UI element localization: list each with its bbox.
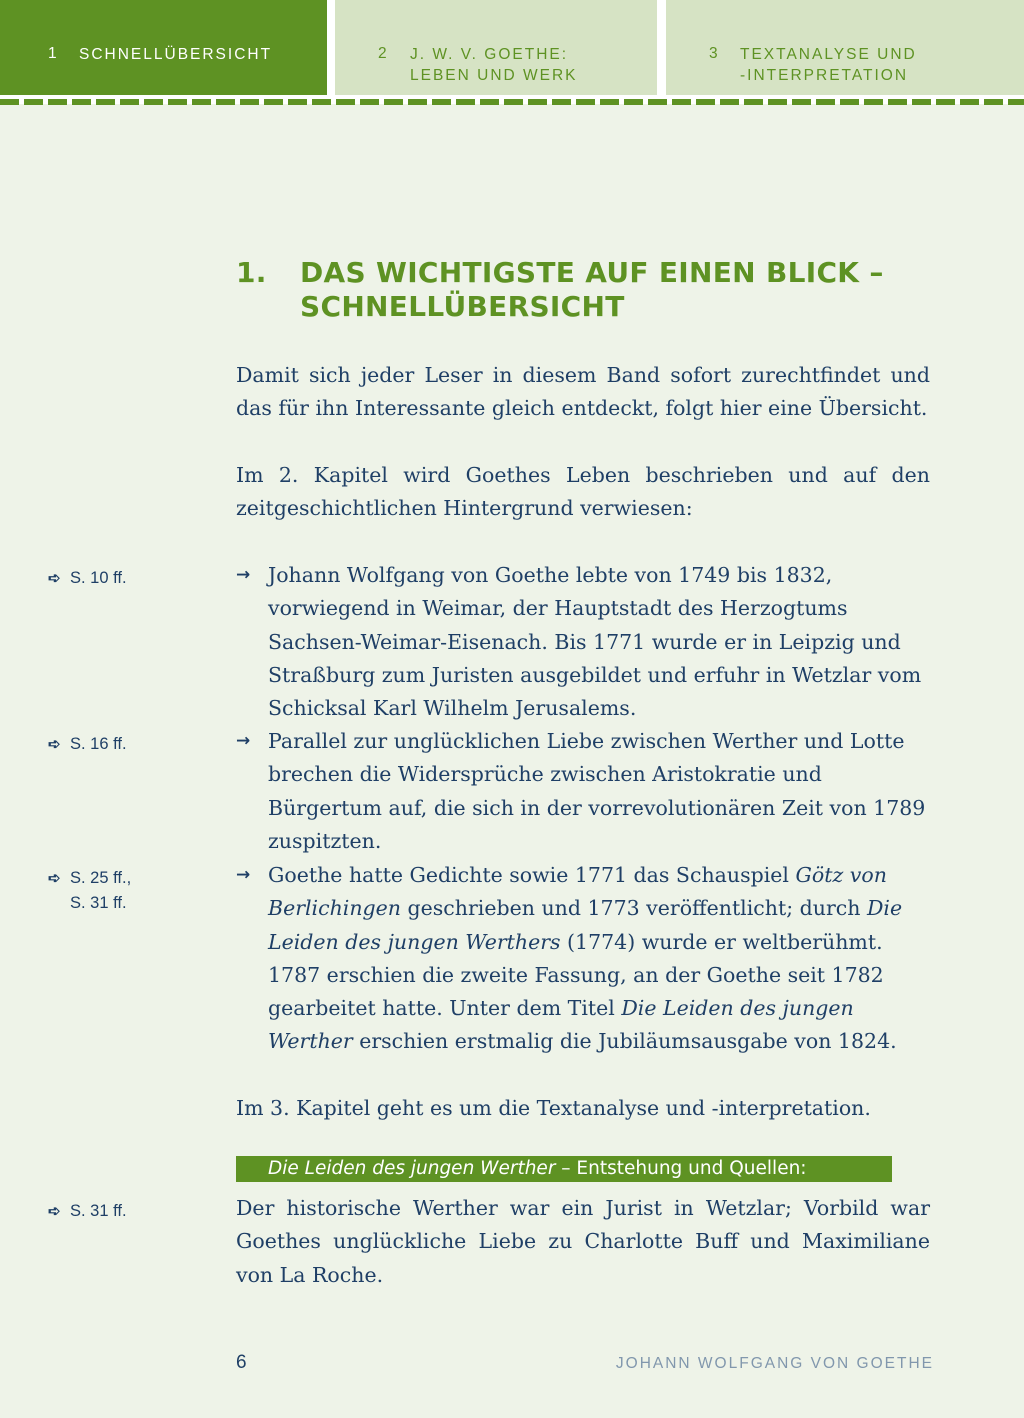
margin-reference[interactable]: ➪ S. 25 ff., S. 31 ff. [48, 866, 131, 916]
outline-arrow-icon: ➪ [48, 570, 61, 587]
tab-number: 1 [48, 45, 59, 62]
outline-arrow-icon: ➪ [48, 736, 61, 753]
tab-number: 3 [709, 45, 720, 62]
chapter-number: 1. [236, 256, 267, 289]
tab-label-line2: -INTERPRETATION [740, 67, 909, 84]
outline-arrow-icon: ➪ [48, 1203, 61, 1220]
tab-label-line2: LEBEN UND WERK [410, 67, 578, 84]
chapter2-intro: Im 2. Kapitel wird Goethes Leben beschrieben und auf den zeitgeschichtlichen Hintergrund verwiesen: [236, 463, 930, 521]
margin-reference[interactable]: ➪ S. 16 ff. [48, 732, 127, 757]
arrow-right-icon: → [236, 731, 251, 751]
margin-reference[interactable]: ➪ S. 31 ff. [48, 1199, 127, 1224]
tab-goethe-leben-und-werk[interactable] [335, 0, 657, 95]
arrow-right-icon: → [236, 565, 251, 585]
tab-textanalyse[interactable] [666, 0, 1024, 95]
running-title: JOHANN WOLFGANG VON GOETHE [615, 1355, 934, 1372]
arrow-right-icon: → [236, 865, 251, 885]
page-number: 6 [236, 1352, 247, 1373]
title-line-1: DAS WICHTIGSTE AUF EINEN BLICK – [300, 256, 884, 289]
dashed-divider [0, 99, 1024, 105]
tab-label-line1: J. W. V. GOETHE: [410, 46, 569, 63]
tab-label: SCHNELLÜBERSICHT [79, 46, 273, 63]
section-paragraph: Der historische Werther war ein Jurist in Wetzlar; Vorbild war Goethes unglückliche Liebe zu Charlotte Buff und Maximiliane von La Roche. [236, 1196, 930, 1287]
tab-label-line1: TEXTANALYSE UND [740, 46, 917, 63]
tab-schnelluebersicht[interactable] [0, 0, 327, 95]
outline-arrow-icon: ➪ [48, 870, 61, 887]
intro-paragraph: Damit sich jeder Leser in diesem Band sofort zurechtfindet und das für ihn Interessante gleich entdeckt, folgt hier eine Übersicht. [236, 363, 930, 421]
margin-reference[interactable]: ➪ S. 10 ff. [48, 566, 127, 591]
title-line-2: SCHNELLÜBERSICHT [300, 290, 625, 323]
tab-number: 2 [378, 45, 389, 62]
section-heading-bar: Die Leiden des jungen Werther – Entstehung und Quellen: [236, 1156, 892, 1182]
chapter3-intro: Im 3. Kapitel geht es um die Textanalyse und -interpretation. [236, 1096, 871, 1120]
